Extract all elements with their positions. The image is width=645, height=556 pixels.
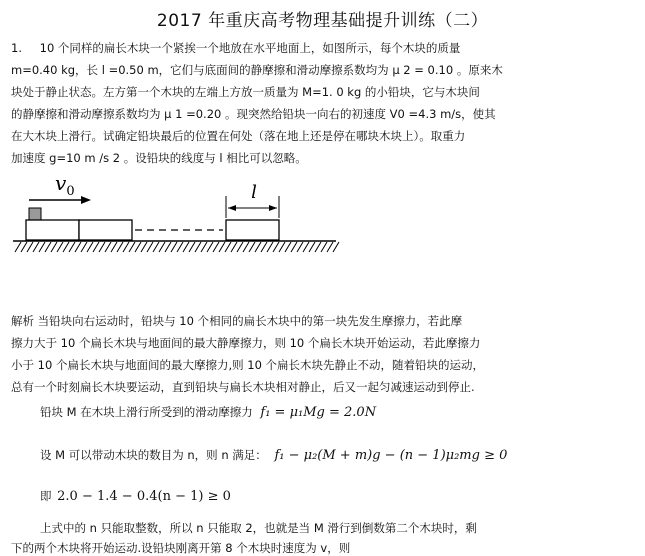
problem-text: 10 个同样的扁长木块一个紧挨一个地放在水平地面上，如图所示，每个木块的质量 [39,41,461,55]
hatch-stroke [87,242,93,252]
solution-line-3: 小于 10 个扁长木块与地面间的最大摩擦力,则 10 个扁长木块先静止不动，随着铅块的运动， [11,358,485,372]
hatch-stroke [213,242,219,252]
hatch-stroke [69,242,75,252]
length-label: l [251,182,257,203]
wood-block-1 [26,220,79,240]
step3-text: 即 [40,489,52,503]
hatch-stroke [81,242,87,252]
hatch-stroke [255,242,261,252]
hatch-stroke [165,242,171,252]
hatch-stroke [159,242,165,252]
hatch-stroke [297,242,303,252]
hatch-stroke [123,242,129,252]
solution-line-1: 解析 当铅块向右运动时，铅块与 10 个相同的扁长木块中的第一块先发生摩擦力，若此摩 [11,314,463,328]
hatch-stroke [273,242,279,252]
hatch-stroke [225,242,231,252]
hatch-stroke [141,242,147,252]
ground-hatching [15,242,339,252]
problem-line-6: 加速度 g=10 m /s 2 。设铅块的线度与 l 相比可以忽略。 [11,151,307,165]
solution-step-1 [40,404,376,420]
hatch-stroke [321,242,327,252]
hatch-stroke [333,242,339,252]
wood-block-2 [79,220,132,240]
hatch-stroke [195,242,201,252]
step1-text: 铅块 M 在木块上滑行所受到的滑动摩擦力 [40,405,253,419]
hatch-stroke [15,242,21,252]
hatch-stroke [261,242,267,252]
hatch-stroke [51,242,57,252]
page-title: 2017 年重庆高考物理基础提升训练（二） [156,11,489,31]
solution-step-3 [40,488,231,504]
hatch-stroke [327,242,333,252]
hatch-stroke [279,242,285,252]
hatch-stroke [57,242,63,252]
solution-line-2: 擦力大于 10 个扁长木块与地面间的最大静摩擦力，则 10 个扁长木块开始运动，若此摩擦力 [11,336,481,350]
hatch-stroke [21,242,27,252]
hatch-stroke [267,242,273,252]
hatch-stroke [105,242,111,252]
hatch-stroke [153,242,159,252]
hatch-stroke [189,242,195,252]
hatch-stroke [201,242,207,252]
problem-line-5: 在大木块上滑行。试确定铅块最后的位置在何处（落在地上还是停在哪块木块上）。取重力 [11,129,466,143]
hatch-stroke [93,242,99,252]
hatch-stroke [237,242,243,252]
hatch-stroke [171,242,177,252]
hatch-stroke [63,242,69,252]
hatch-stroke [315,242,321,252]
wood-block-last [226,220,279,240]
problem-line-3: 块处于静止状态。左方第一个木块的左端上方放一质量为 M=1. 0 kg 的小铅块，它与木块间 [11,85,480,99]
v0-label: $v_0$ [55,172,75,199]
hatch-stroke [111,242,117,252]
hatch-stroke [183,242,189,252]
hatch-stroke [45,242,51,252]
hatch-stroke [231,242,237,252]
hatch-stroke [147,242,153,252]
solution-step-4-line-1: 上式中的 n 只能取整数，所以 n 只能取 2，也就是当 M 滑行到倒数第二个木块时，剩 [40,521,477,535]
hatch-stroke [303,242,309,252]
hatch-stroke [27,242,33,252]
hatch-stroke [291,242,297,252]
hatch-stroke [207,242,213,252]
hatch-stroke [75,242,81,252]
hatch-stroke [309,242,315,252]
step3-formula: 2.0 − 1.4 − 0.4(n − 1) ≥ 0 [57,489,231,504]
blocks-diagram [11,172,341,267]
solution-step-2 [40,447,507,463]
lead-block [29,208,41,220]
problem-line-4: 的静摩擦和滑动摩擦系数均为 μ 1 =0.20 。现突然给铅块一向右的初速度 V0 =4.3 m/s，使其 [11,107,496,121]
problem-line-1 [11,40,460,56]
hatch-stroke [285,242,291,252]
dim-arrow-right-icon [269,205,277,211]
hatch-stroke [117,242,123,252]
problem-line-2: m=0.40 kg，长 l =0.50 m，它们与底面间的静摩擦和滑动摩擦系数均为 μ 2 = 0.10 。原来木 [11,63,503,77]
hatch-stroke [249,242,255,252]
hatch-stroke [219,242,225,252]
arrow-head-icon [81,196,91,204]
hatch-stroke [129,242,135,252]
hatch-stroke [243,242,249,252]
solution-step-4-line-2: 下的两个木块将开始运动.设铅块刚离开第 8 个木块时速度为 v，则 [11,541,351,555]
hatch-stroke [135,242,141,252]
step2-text: 设 M 可以带动木块的数目为 n，则 n 满足： [40,448,267,462]
step1-formula: f₁ = μ₁Mg = 2.0N [260,405,377,420]
hatch-stroke [39,242,45,252]
step2-formula: f₁ − μ₂(M + m)g − (n − 1)μ₂mg ≥ 0 [274,448,508,463]
hatch-stroke [33,242,39,252]
hatch-stroke [177,242,183,252]
dim-arrow-left-icon [228,205,236,211]
hatch-stroke [99,242,105,252]
problem-number: 1. [11,41,22,55]
solution-line-4: 总有一个时刻扁长木块要运动，直到铅块与扁长木块相对静止，后又一起匀减速运动到停止. [11,380,475,394]
